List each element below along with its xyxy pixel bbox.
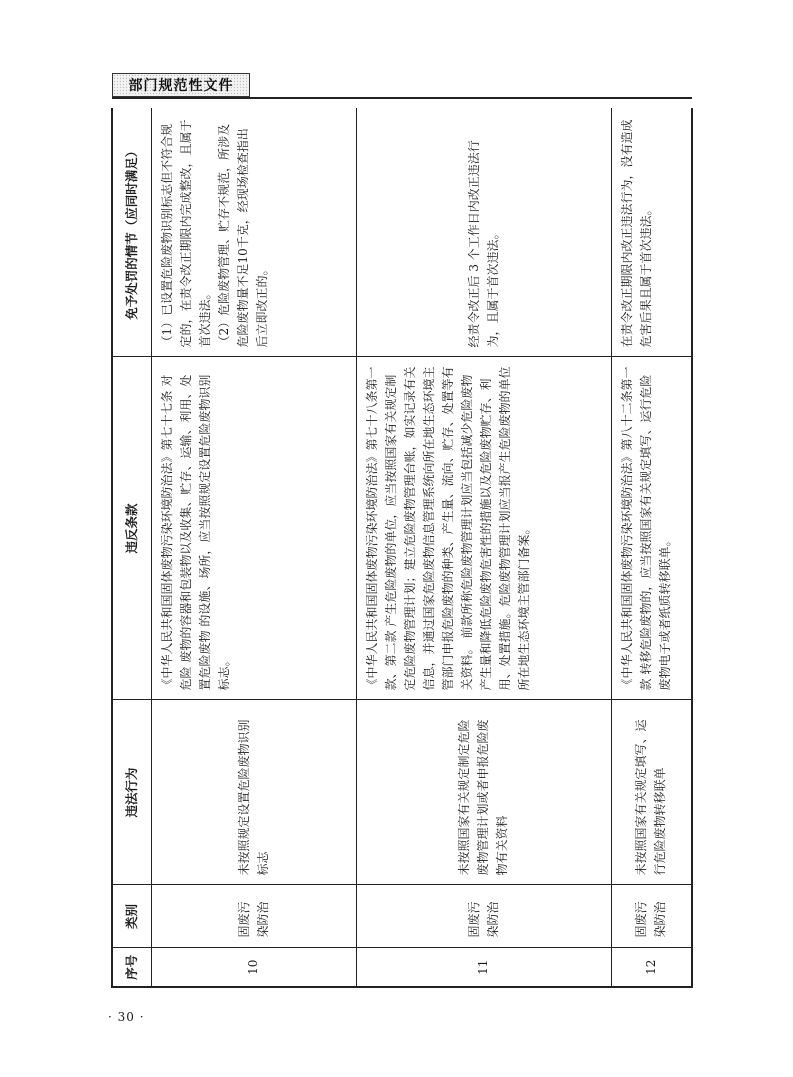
table-header-row: [112, 108, 151, 987]
col-header-clause: 违反条款: [112, 357, 151, 700]
col-header-exemption: 免予处罚的情节（应同时满足）: [112, 108, 151, 357]
header-rule: [112, 97, 692, 99]
section-label: 部门规范性文件: [112, 73, 250, 97]
table-frame: [111, 108, 693, 988]
row-exemptions: [611, 108, 692, 357]
exemption-item: 经责令改正后 3 个工作日内改正违法行为，且属于首次违法。: [466, 140, 500, 348]
exemption-item: 在责令改正期限内改正违法行为，没有造成危害后果且属于首次违法。: [619, 119, 653, 348]
row-act: 未按照国家有关规定制定危险废物管理计划或者申报危险废物有关资料: [356, 700, 611, 885]
penalty-exemption-table: [111, 108, 693, 988]
row-no: 10: [151, 948, 356, 987]
exemption-item: （1）已设置危险废物识别标志但不符合规定的，在责令改正期限内完成整改，且属于首次违法。: [159, 119, 212, 348]
row-no: 12: [611, 948, 692, 987]
row-act: 未按照国家有关规定填写、运行危险废物转移联单: [611, 700, 692, 885]
row-exemptions: [151, 108, 356, 357]
table-row: [611, 108, 692, 987]
col-header-no: 序号: [112, 948, 151, 987]
table-row: [151, 108, 356, 987]
row-clause: 《中华人民共和国固体废物污染环境防治法》第七十八条第一款、第二款 产生危险废物的单位，应当按照国家有关规定制定危险废物管理计划；建立危险废物管理台账，如实记录有关信息，并通过国家危险废物信息管理系统向所在地生态环境主管部门申报危险废物的种类、产生量、流向、贮存、处置等有关资料。 前款所称危险废物管理计划应当包括减少危险废物产生量和降低危险废物危害性的措施以及危险废物贮存、利用、处置措施。危险废物管理计划应当报产生危险废物的单位所在地生态环境主管部门备案。: [356, 357, 611, 700]
row-no: 11: [356, 948, 611, 987]
page-number: · 30 ·: [108, 1010, 145, 1024]
row-act: 未按照规定设置危险废物识别标志: [151, 700, 356, 885]
row-clause: 《中华人民共和国固体废物污染环境防治法》第八十二条第一款 转移危险废物的，应当按照国家有关规定填写、运行危险废物电子或者纸质转移联单。: [611, 357, 692, 700]
row-category: 固废污染防治: [151, 885, 356, 948]
row-exemptions: [356, 108, 611, 357]
exemption-item: （2）危险废物管理、贮存不规范，所涉及危险废物量不足10千克，经现场检查指出后立即改正的。: [216, 123, 269, 348]
row-clause: 《中华人民共和国固体废物污染环境防治法》第七十七条 对危险 废物的容器和包装物以及收集、贮存、运输、利用、处置危险废物 的设施、场所，应当按照规定设置危险废物识别标志。: [151, 357, 356, 700]
row-category: 固废污染防治: [611, 885, 692, 948]
table-row: [356, 108, 611, 987]
col-header-category: 类别: [112, 885, 151, 948]
col-header-act: 违法行为: [112, 700, 151, 885]
rotated-table-container: [111, 108, 693, 988]
row-category: 固废污染防治: [356, 885, 611, 948]
